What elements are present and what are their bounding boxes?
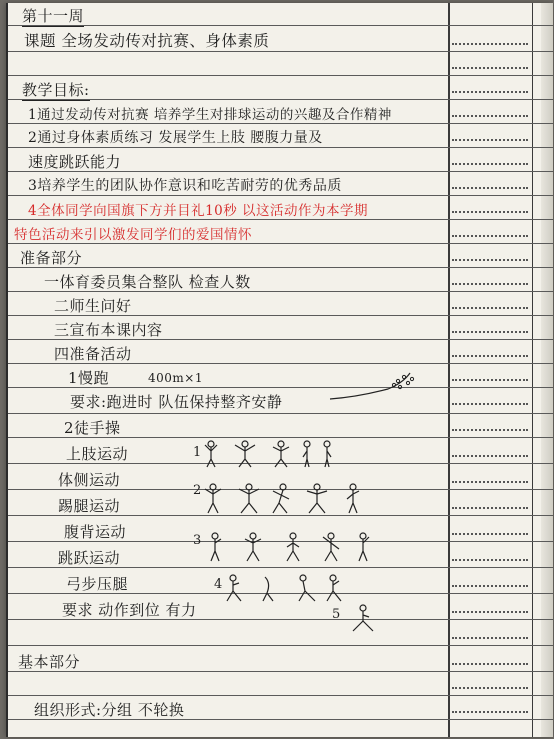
ruled-line bbox=[8, 413, 553, 414]
dotted-line bbox=[452, 283, 528, 285]
dotted-line bbox=[452, 455, 528, 457]
ruled-line bbox=[8, 671, 553, 672]
stick-figures-row-2 bbox=[203, 481, 383, 519]
dotted-line bbox=[452, 211, 528, 213]
running-track-sketch bbox=[328, 367, 418, 411]
exercise-requirement: 要求 动作到位 有力 bbox=[62, 601, 197, 619]
goal-2: 2通过身体素质练习 发展学生上肢 腰腹力量及 bbox=[28, 130, 323, 146]
figure-number-3: 3 bbox=[193, 533, 202, 548]
dotted-line bbox=[452, 403, 528, 405]
dotted-line bbox=[452, 115, 528, 117]
page-edge bbox=[541, 3, 553, 737]
dotted-line bbox=[452, 637, 528, 639]
exercise-kick: 踢腿运动 bbox=[58, 497, 121, 515]
goal-2-cont: 速度跳跃能力 bbox=[28, 153, 122, 171]
jog-distance: 400m×1 bbox=[148, 371, 203, 385]
ruled-line bbox=[8, 75, 553, 76]
dotted-line bbox=[452, 163, 528, 165]
goal-3: 3培养学生的团队协作意识和吃苦耐劳的优秀品质 bbox=[28, 178, 342, 194]
stick-figures-row-1 bbox=[203, 439, 343, 473]
dotted-line bbox=[452, 559, 528, 561]
dotted-line bbox=[452, 235, 528, 237]
dotted-line bbox=[452, 429, 528, 431]
goal-4: 4全体同学向国旗下方并目礼10秒 以这活动作为本学期 bbox=[28, 203, 369, 219]
dotted-line bbox=[452, 585, 528, 587]
dotted-line bbox=[452, 663, 528, 665]
dotted-line bbox=[452, 507, 528, 509]
prep-step-4: 四准备活动 bbox=[54, 345, 132, 363]
goal-1: 1通过发动传对抗赛 培养学生对排球运动的兴趣及合作精神 bbox=[28, 107, 392, 123]
week-label: 第十一周 bbox=[22, 7, 85, 25]
dotted-line bbox=[452, 67, 528, 69]
ruled-line bbox=[8, 195, 553, 196]
dotted-line bbox=[452, 687, 528, 689]
ruled-line bbox=[8, 243, 553, 244]
dotted-line bbox=[452, 379, 528, 381]
dotted-line bbox=[452, 711, 528, 713]
stick-figure-lunge bbox=[343, 603, 383, 639]
ruled-line bbox=[8, 645, 553, 646]
figure-number-1: 1 bbox=[193, 445, 202, 460]
notebook-page bbox=[6, 3, 553, 737]
dotted-line bbox=[452, 139, 528, 141]
ruled-line bbox=[8, 219, 553, 220]
dotted-line bbox=[452, 307, 528, 309]
dotted-line bbox=[452, 355, 528, 357]
goal-4-cont: 特色活动来引以激发同学们的爱国情怀 bbox=[14, 227, 252, 243]
exercise-upper-limb: 上肢运动 bbox=[66, 445, 129, 463]
figure-number-2: 2 bbox=[193, 483, 202, 498]
ruled-line bbox=[8, 123, 553, 124]
exercise-side-bend: 体侧运动 bbox=[58, 471, 121, 489]
prep-step-2: 二师生问好 bbox=[54, 297, 132, 315]
exercise-heading: 2徒手操 bbox=[64, 419, 121, 437]
basic-section-heading: 基本部分 bbox=[18, 653, 81, 671]
dotted-line bbox=[452, 187, 528, 189]
ruled-line bbox=[8, 695, 553, 696]
dotted-line bbox=[452, 259, 528, 261]
prep-section-heading: 准备部分 bbox=[20, 249, 83, 267]
ruled-line bbox=[8, 99, 553, 100]
jog-label: 1慢跑 bbox=[68, 369, 110, 387]
exercise-lunge: 弓步压腿 bbox=[66, 575, 129, 593]
side-column bbox=[448, 3, 533, 737]
figure-number-5: 5 bbox=[332, 607, 341, 622]
teaching-goals-heading: 教学目标: bbox=[22, 81, 90, 99]
stick-figures-row-3 bbox=[203, 531, 383, 567]
dotted-line bbox=[452, 533, 528, 535]
dotted-line bbox=[452, 331, 528, 333]
exercise-jump: 跳跃运动 bbox=[58, 549, 121, 567]
dotted-line bbox=[452, 481, 528, 483]
dotted-line bbox=[452, 43, 528, 45]
figure-number-4: 4 bbox=[214, 577, 223, 592]
jog-requirement: 要求:跑进时 队伍保持整齐安静 bbox=[70, 393, 283, 411]
ruled-line bbox=[8, 25, 553, 26]
prep-step-1: 一体育委员集合整队 检查人数 bbox=[44, 273, 251, 291]
ruled-line bbox=[8, 267, 553, 268]
dotted-line bbox=[452, 611, 528, 613]
dotted-line bbox=[452, 91, 528, 93]
stick-figures-row-4 bbox=[223, 573, 363, 607]
exercise-abdomen-back: 腹背运动 bbox=[64, 523, 127, 541]
organization-form: 组织形式:分组 不轮换 bbox=[34, 701, 185, 719]
prep-step-3: 三宣布本课内容 bbox=[54, 321, 163, 339]
lesson-topic: 课题 全场发动传对抗赛、身体素质 bbox=[24, 32, 270, 50]
ruled-line bbox=[8, 147, 553, 148]
ruled-line bbox=[8, 51, 553, 52]
